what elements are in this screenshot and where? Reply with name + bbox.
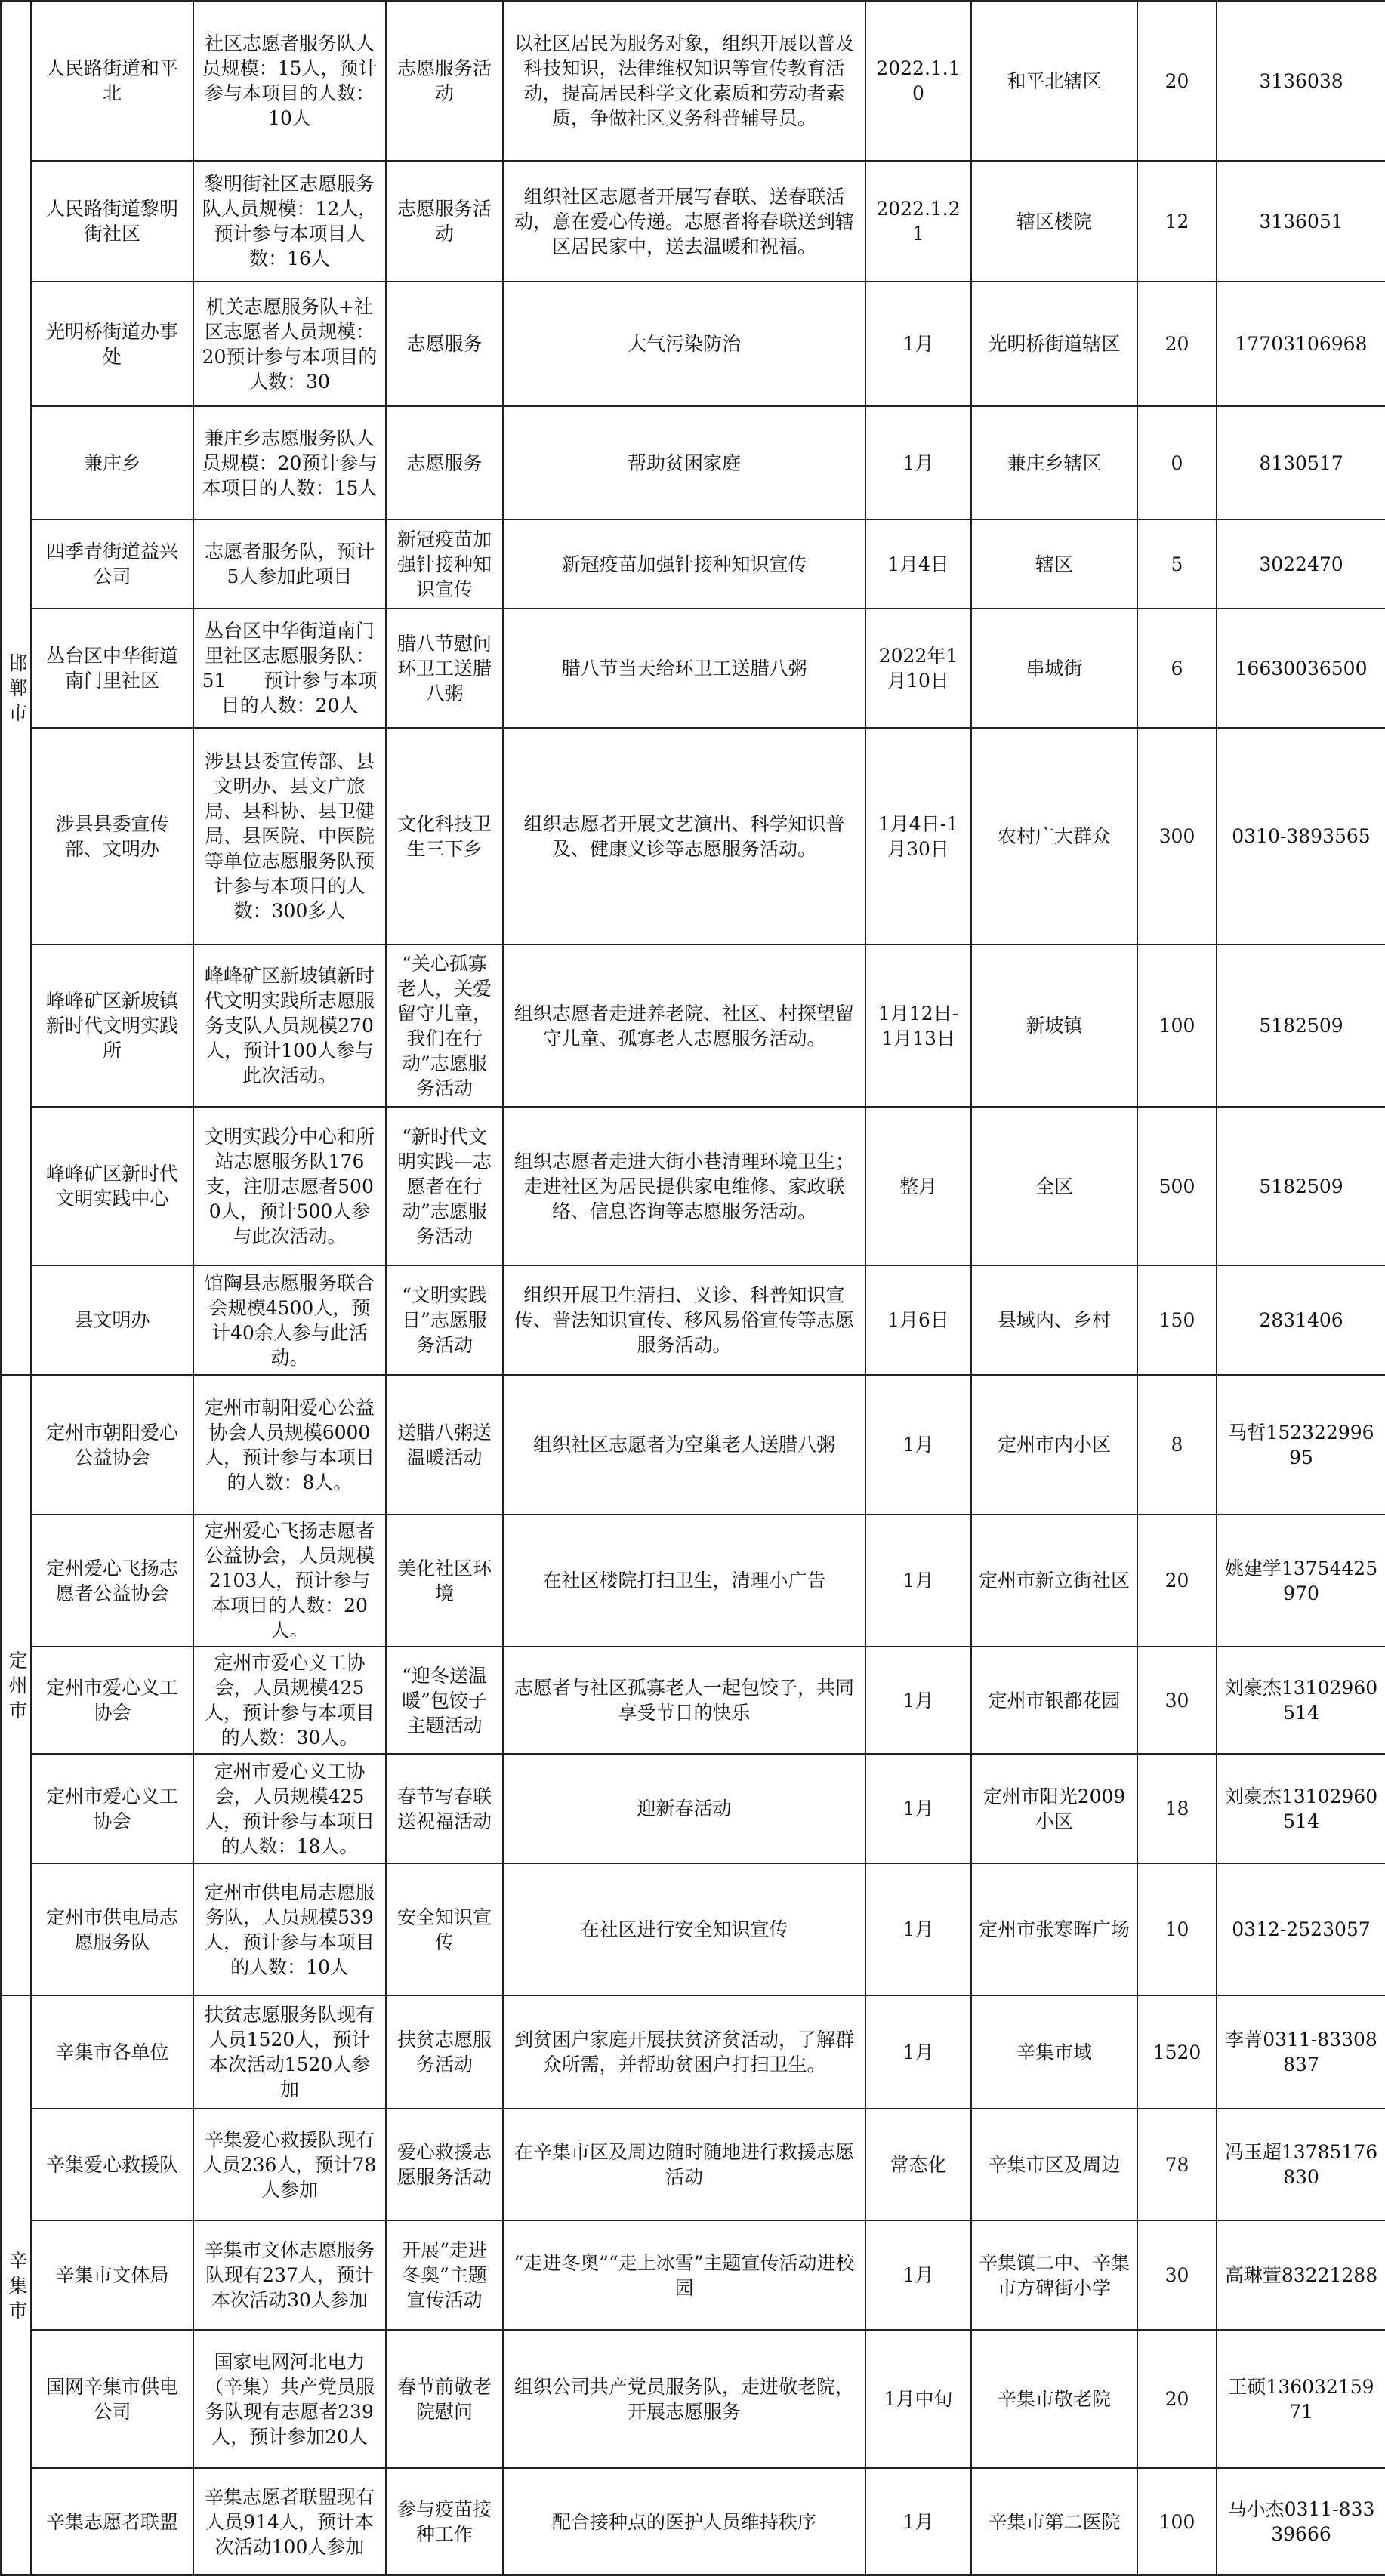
activity-cell: 腊八节慰问环卫工送腊八粥: [386, 609, 503, 728]
team-cell: 辛集爱心救援队现有人员236人，预计78人参加: [193, 2109, 386, 2220]
time-cell: 1月: [865, 1863, 971, 1995]
table-row: [1, 1, 1385, 161]
count-cell: 78: [1137, 2109, 1217, 2220]
place-cell: 定州市阳光2009小区: [971, 1754, 1137, 1863]
time-cell: 1月: [865, 1647, 971, 1754]
table-row: [1, 282, 1385, 406]
count-cell: 20: [1137, 1, 1217, 161]
description-cell: 组织社区志愿者为空巢老人送腊八粥: [503, 1375, 865, 1514]
description-cell: 组织志愿者走进大街小巷清理环境卫生；走进社区为居民提供家电维修、家政联络、信息咨询等志愿服务活动。: [503, 1107, 865, 1265]
place-cell: 辛集市域: [971, 1995, 1137, 2109]
contact-cell: 李菁0311-83308837: [1217, 1995, 1385, 2109]
table-row: [1, 944, 1385, 1107]
table-row: [1, 2220, 1385, 2330]
table-row: [1, 1995, 1385, 2109]
activity-cell: “文明实践日”志愿服务活动: [386, 1265, 503, 1375]
place-cell: 辛集镇二中、辛集市方碑街小学: [971, 2220, 1137, 2330]
count-cell: 150: [1137, 1265, 1217, 1375]
unit-cell: 辛集爱心救援队: [31, 2109, 193, 2220]
unit-cell: 定州爱心飞扬志愿者公益协会: [31, 1514, 193, 1647]
activity-cell: 新冠疫苗加强针接种知识宣传: [386, 519, 503, 609]
activity-cell: 春节前敬老院慰问: [386, 2330, 503, 2468]
place-cell: 定州市张寒晖广场: [971, 1863, 1137, 1995]
unit-cell: 定州市爱心义工协会: [31, 1754, 193, 1863]
place-cell: 和平北辖区: [971, 1, 1137, 161]
activity-cell: 美化社区环境: [386, 1514, 503, 1647]
activity-cell: 春节写春联送祝福活动: [386, 1754, 503, 1863]
unit-cell: 县文明办: [31, 1265, 193, 1375]
description-cell: “走进冬奥”“走上冰雪”主题宣传活动进校园: [503, 2220, 865, 2330]
time-cell: 1月4日-1月30日: [865, 728, 971, 944]
description-cell: 腊八节当天给环卫工送腊八粥: [503, 609, 865, 728]
count-cell: 100: [1137, 2468, 1217, 2575]
description-cell: 组织社区志愿者开展写春联、送春联活动，意在爱心传递。志愿者将春联送到辖区居民家中，送去温暖和祝福。: [503, 161, 865, 282]
description-cell: 帮助贫困家庭: [503, 406, 865, 519]
place-cell: 光明桥街道辖区: [971, 282, 1137, 406]
city-cell: [1, 1, 31, 1375]
count-cell: 500: [1137, 1107, 1217, 1265]
team-cell: 辛集志愿者联盟现有人员914人，预计本次活动100人参加: [193, 2468, 386, 2575]
unit-cell: 定州市朝阳爱心公益协会: [31, 1375, 193, 1514]
time-cell: 1月: [865, 1995, 971, 2109]
place-cell: 全区: [971, 1107, 1137, 1265]
contact-cell: 16630036500: [1217, 609, 1385, 728]
description-cell: 在辛集市区及周边随时随地进行救援志愿活动: [503, 2109, 865, 2220]
time-cell: 2022年1月10日: [865, 609, 971, 728]
city-label: 邯郸市: [8, 652, 28, 724]
description-cell: 在社区楼院打扫卫生，清理小广告: [503, 1514, 865, 1647]
time-cell: 1月4日: [865, 519, 971, 609]
count-cell: 5: [1137, 519, 1217, 609]
team-cell: 峰峰矿区新坡镇新时代文明实践所志愿服务支队人员规模270人，预计100人参与此次活动。: [193, 944, 386, 1107]
table-row: [1, 1375, 1385, 1514]
unit-cell: 人民路街道和平北: [31, 1, 193, 161]
contact-cell: 0310-3893565: [1217, 728, 1385, 944]
place-cell: 定州市新立街社区: [971, 1514, 1137, 1647]
city-label: 定州市: [8, 1649, 28, 1721]
contact-cell: 马小杰0311-83339666: [1217, 2468, 1385, 2575]
table-body: [1, 1, 1385, 2575]
contact-cell: 刘豪杰13102960514: [1217, 1754, 1385, 1863]
activity-cell: 安全知识宣传: [386, 1863, 503, 1995]
contact-cell: 王硕13603215971: [1217, 2330, 1385, 2468]
activity-cell: “迎冬送温暖”包饺子主题活动: [386, 1647, 503, 1754]
place-cell: 辛集市第二医院: [971, 2468, 1137, 2575]
place-cell: 定州市内小区: [971, 1375, 1137, 1514]
count-cell: 30: [1137, 1647, 1217, 1754]
city-label: 辛集市: [8, 2249, 28, 2322]
table-row: [1, 519, 1385, 609]
place-cell: 辖区楼院: [971, 161, 1137, 282]
activity-cell: 爱心救援志愿服务活动: [386, 2109, 503, 2220]
contact-cell: 5182509: [1217, 1107, 1385, 1265]
team-cell: 定州市供电局志愿服务队，人员规模539人，预计参与本项目的人数：10人: [193, 1863, 386, 1995]
contact-cell: 刘豪杰13102960514: [1217, 1647, 1385, 1754]
description-cell: 大气污染防治: [503, 282, 865, 406]
description-cell: 组织公司共产党员服务队，走进敬老院，开展志愿服务: [503, 2330, 865, 2468]
table-row: [1, 609, 1385, 728]
unit-cell: 辛集志愿者联盟: [31, 2468, 193, 2575]
time-cell: 1月6日: [865, 1265, 971, 1375]
table-row: [1, 2330, 1385, 2468]
unit-cell: 定州市爱心义工协会: [31, 1647, 193, 1754]
team-cell: 定州市朝阳爱心公益协会人员规模6000人，预计参与本项目的人数：8人。: [193, 1375, 386, 1514]
team-cell: 涉县县委宣传部、县文明办、县文广旅局、县科协、县卫健局、县医院、中医院等单位志愿服务队预计参与本项目的人数：300多人: [193, 728, 386, 944]
contact-cell: 17703106968: [1217, 282, 1385, 406]
unit-cell: 四季青街道益兴公司: [31, 519, 193, 609]
unit-cell: 辛集市文体局: [31, 2220, 193, 2330]
team-cell: 国家电网河北电力（辛集）共产党员服务队现有志愿者239人，预计参加20人: [193, 2330, 386, 2468]
table-row: [1, 1514, 1385, 1647]
time-cell: 1月: [865, 1375, 971, 1514]
count-cell: 100: [1137, 944, 1217, 1107]
table-row: [1, 1107, 1385, 1265]
table-row: [1, 1647, 1385, 1754]
place-cell: 辖区: [971, 519, 1137, 609]
table-row: [1, 1863, 1385, 1995]
unit-cell: 定州市供电局志愿服务队: [31, 1863, 193, 1995]
contact-cell: 0312-2523057: [1217, 1863, 1385, 1995]
unit-cell: 丛台区中华街道南门里社区: [31, 609, 193, 728]
unit-cell: 国网辛集市供电公司: [31, 2330, 193, 2468]
activity-cell: 参与疫苗接种工作: [386, 2468, 503, 2575]
place-cell: 定州市银都花园: [971, 1647, 1137, 1754]
activity-cell: 志愿服务: [386, 406, 503, 519]
team-cell: 定州市爱心义工协会，人员规模425人，预计参与本项目的人数：30人。: [193, 1647, 386, 1754]
team-cell: 馆陶县志愿服务联合会规模4500人，预计40余人参与此活动。: [193, 1265, 386, 1375]
count-cell: 18: [1137, 1754, 1217, 1863]
time-cell: 1月: [865, 282, 971, 406]
count-cell: 12: [1137, 161, 1217, 282]
activity-cell: 送腊八粥送温暖活动: [386, 1375, 503, 1514]
contact-cell: 3022470: [1217, 519, 1385, 609]
time-cell: 1月: [865, 2220, 971, 2330]
table-row: [1, 406, 1385, 519]
activity-cell: 文化科技卫生三下乡: [386, 728, 503, 944]
team-cell: 机关志愿服务队+社区志愿者人员规模：20预计参与本项目的人数：30: [193, 282, 386, 406]
city-cell: [1, 1375, 31, 1995]
table-row: [1, 1265, 1385, 1375]
place-cell: 县域内、乡村: [971, 1265, 1137, 1375]
unit-cell: 辛集市各单位: [31, 1995, 193, 2109]
contact-cell: 姚建学13754425970: [1217, 1514, 1385, 1647]
team-cell: 社区志愿者服务队人员规模：15人，预计参与本项目的人数：10人: [193, 1, 386, 161]
team-cell: 定州市爱心义工协会，人员规模425人，预计参与本项目的人数：18人。: [193, 1754, 386, 1863]
count-cell: 20: [1137, 2330, 1217, 2468]
team-cell: 丛台区中华街道南门里社区志愿服务队：51 预计参与本项目的人数：20人: [193, 609, 386, 728]
table-row: [1, 2109, 1385, 2220]
city-cell: [1, 1995, 31, 2575]
contact-cell: 冯玉超13785176830: [1217, 2109, 1385, 2220]
contact-cell: 3136038: [1217, 1, 1385, 161]
count-cell: 10: [1137, 1863, 1217, 1995]
description-cell: 组织志愿者开展文艺演出、科学知识普及、健康义诊等志愿服务活动。: [503, 728, 865, 944]
activity-cell: 志愿服务活动: [386, 161, 503, 282]
activity-cell: 扶贫志愿服务活动: [386, 1995, 503, 2109]
time-cell: 1月: [865, 2468, 971, 2575]
table-row: [1, 161, 1385, 282]
place-cell: 兼庄乡辖区: [971, 406, 1137, 519]
time-cell: 1月中旬: [865, 2330, 971, 2468]
unit-cell: 光明桥街道办事处: [31, 282, 193, 406]
time-cell: 2022.1.10: [865, 1, 971, 161]
count-cell: 8: [1137, 1375, 1217, 1514]
description-cell: 配合接种点的医护人员维持秩序: [503, 2468, 865, 2575]
activity-cell: 志愿服务: [386, 282, 503, 406]
unit-cell: 涉县县委宣传部、文明办: [31, 728, 193, 944]
place-cell: 辛集市敬老院: [971, 2330, 1137, 2468]
count-cell: 6: [1137, 609, 1217, 728]
activity-cell: 志愿服务活动: [386, 1, 503, 161]
table-row: [1, 2468, 1385, 2575]
description-cell: 到贫困户家庭开展扶贫济贫活动，了解群众所需，并帮助贫困户打扫卫生。: [503, 1995, 865, 2109]
contact-cell: 3136051: [1217, 161, 1385, 282]
count-cell: 20: [1137, 282, 1217, 406]
team-cell: 扶贫志愿服务队现有人员1520人，预计本次活动1520人参加: [193, 1995, 386, 2109]
description-cell: 迎新春活动: [503, 1754, 865, 1863]
contact-cell: 5182509: [1217, 944, 1385, 1107]
description-cell: 志愿者与社区孤寡老人一起包饺子，共同享受节日的快乐: [503, 1647, 865, 1754]
description-cell: 新冠疫苗加强针接种知识宣传: [503, 519, 865, 609]
description-cell: 组织开展卫生清扫、义诊、科普知识宣传、普法知识宣传、移风易俗宣传等志愿服务活动。: [503, 1265, 865, 1375]
count-cell: 30: [1137, 2220, 1217, 2330]
time-cell: 1月12日-1月13日: [865, 944, 971, 1107]
team-cell: 文明实践分中心和所站志愿服务队176支，注册志愿者5000人，预计500人参与此次活动。: [193, 1107, 386, 1265]
description-cell: 组织志愿者走进养老院、社区、村探望留守儿童、孤寡老人志愿服务活动。: [503, 944, 865, 1107]
contact-cell: 2831406: [1217, 1265, 1385, 1375]
activity-cell: 开展“走进冬奥”主题宣传活动: [386, 2220, 503, 2330]
time-cell: 1月: [865, 406, 971, 519]
contact-cell: 8130517: [1217, 406, 1385, 519]
count-cell: 300: [1137, 728, 1217, 944]
team-cell: 黎明街社区志愿服务队人员规模：12人，预计参与本项目人数：16人: [193, 161, 386, 282]
count-cell: 0: [1137, 406, 1217, 519]
contact-cell: 马哲15232299695: [1217, 1375, 1385, 1514]
team-cell: 兼庄乡志愿服务队人员规模：20预计参与本项目的人数：15人: [193, 406, 386, 519]
time-cell: 1月: [865, 1754, 971, 1863]
unit-cell: 峰峰矿区新坡镇新时代文明实践所: [31, 944, 193, 1107]
place-cell: 新坡镇: [971, 944, 1137, 1107]
time-cell: 2022.1.21: [865, 161, 971, 282]
team-cell: 志愿者服务队，预计5人参加此项目: [193, 519, 386, 609]
place-cell: 辛集市区及周边: [971, 2109, 1137, 2220]
count-cell: 1520: [1137, 1995, 1217, 2109]
contact-cell: 高琳萱83221288: [1217, 2220, 1385, 2330]
activity-cell: “关心孤寡老人，关爱留守儿童，我们在行动”志愿服务活动: [386, 944, 503, 1107]
count-cell: 20: [1137, 1514, 1217, 1647]
place-cell: 串城街: [971, 609, 1137, 728]
unit-cell: 峰峰矿区新时代文明实践中心: [31, 1107, 193, 1265]
time-cell: 整月: [865, 1107, 971, 1265]
team-cell: 辛集市文体志愿服务队现有237人，预计本次活动30人参加: [193, 2220, 386, 2330]
table-row: [1, 1754, 1385, 1863]
activity-cell: “新时代文明实践—志愿者在行动”志愿服务活动: [386, 1107, 503, 1265]
time-cell: 1月: [865, 1514, 971, 1647]
unit-cell: 人民路街道黎明街社区: [31, 161, 193, 282]
place-cell: 农村广大群众: [971, 728, 1137, 944]
team-cell: 定州爱心飞扬志愿者公益协会，人员规模2103人，预计参与本项目的人数：20人。: [193, 1514, 386, 1647]
time-cell: 常态化: [865, 2109, 971, 2220]
table-row: [1, 728, 1385, 944]
description-cell: 在社区进行安全知识宣传: [503, 1863, 865, 1995]
unit-cell: 兼庄乡: [31, 406, 193, 519]
description-cell: 以社区居民为服务对象，组织开展以普及科技知识，法律维权知识等宣传教育活动，提高居民科学文化素质和劳动者素质，争做社区义务科普辅导员。: [503, 1, 865, 161]
